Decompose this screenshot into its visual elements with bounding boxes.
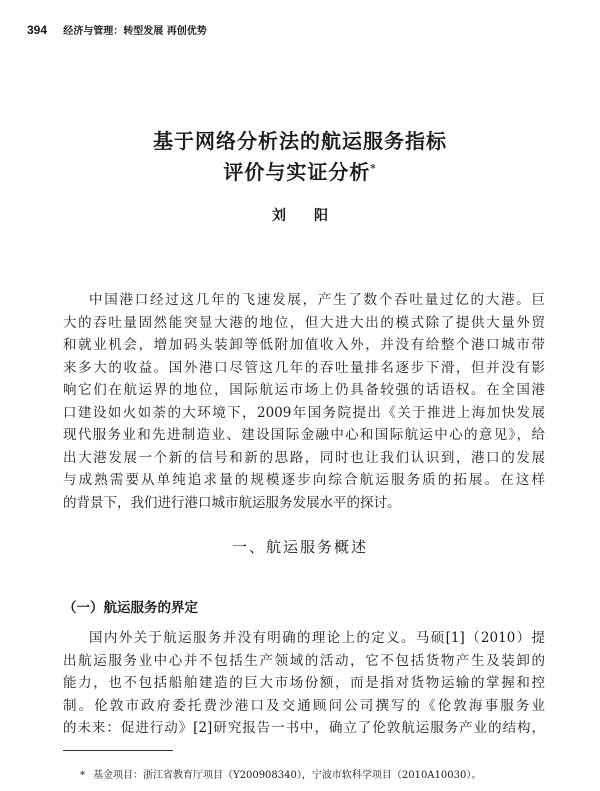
footnote-separator xyxy=(63,750,173,751)
text-line: 能力，也不包括船舶建造的巨大市场份额，而是指对货物运输的掌握和控 xyxy=(63,675,545,691)
text-line: 国内外关于航运服务并没有明确的理论上的定义。马硕[1]（2010）提 xyxy=(89,630,545,646)
subsection-heading: （一）航运服务的界定 xyxy=(63,600,198,616)
text-line: 口建设如火如荼的大环境下，2009年国务院提出《关于推进上海加快发展 xyxy=(63,404,545,421)
section-heading: 一、航运服务概述 xyxy=(231,538,368,556)
text-line: 的未来：促进行动》[2]研究报告一书中，确立了伦敦航运服务产业的结构， xyxy=(63,720,545,736)
text-line: 的背景下，我们进行港口城市航运服务发展水平的探讨。 xyxy=(63,494,401,511)
author-name: 刘 阳 xyxy=(272,208,328,224)
text-line: 与成熟需要从单纯追求量的规模逐步向综合航运服务质的拓展。在这样 xyxy=(63,472,545,488)
paper-title-line2: 评价与实证分析* xyxy=(223,160,377,184)
running-header xyxy=(27,22,207,37)
footnote-mark: * xyxy=(80,770,85,781)
text-line: 制。伦敦市政府委托费沙港口及交通顾问公司撰写的《伦敦海事服务业 xyxy=(63,697,545,714)
text-line: 出大港发展一个新的信号和新的思路，同时也让我们认识到，港口的发展 xyxy=(63,449,545,466)
intro-paragraph xyxy=(63,289,545,514)
body-paragraph xyxy=(63,627,545,740)
text-line: 出航运服务业中心并不包括生产领域的活动，它不包括货物产生及装卸的 xyxy=(63,652,545,669)
journal-title: 经济与管理：转型发展 再创优势 xyxy=(63,26,207,37)
text-line: 中国港口经过这几年的飞速发展，产生了数个吞吐量过亿的大港。巨 xyxy=(89,292,545,308)
text-line: 大的吞吐量固然能突显大港的地位，但大进大出的模式除了提供大量外贸 xyxy=(63,314,545,331)
footnote xyxy=(80,766,481,781)
page-number: 394 xyxy=(27,23,48,37)
paper-title-line1: 基于网络分析法的航运服务指标 xyxy=(153,129,447,153)
text-line: 响它们在航运界的地位，国际航运市场上仍具备较强的话语权。在全国港 xyxy=(63,382,545,398)
footnote-text: 基金项目：浙江省教育厅项目（Y200908340），宁波市软科学项目（2010A10030）。 xyxy=(93,770,482,781)
text-line: 和就业机会，增加码头装卸等低附加值收入外，并没有给整个港口城市带 xyxy=(63,337,545,353)
text-line: 来多大的收益。国外港口尽管这几年的吞吐量排名逐步下滑，但并没有影 xyxy=(63,359,545,376)
text-line: 现代服务业和先进制造业、建设国际金融中心和国际航运中心的意见》，给 xyxy=(63,427,545,443)
title-footnote-mark: * xyxy=(370,163,377,175)
